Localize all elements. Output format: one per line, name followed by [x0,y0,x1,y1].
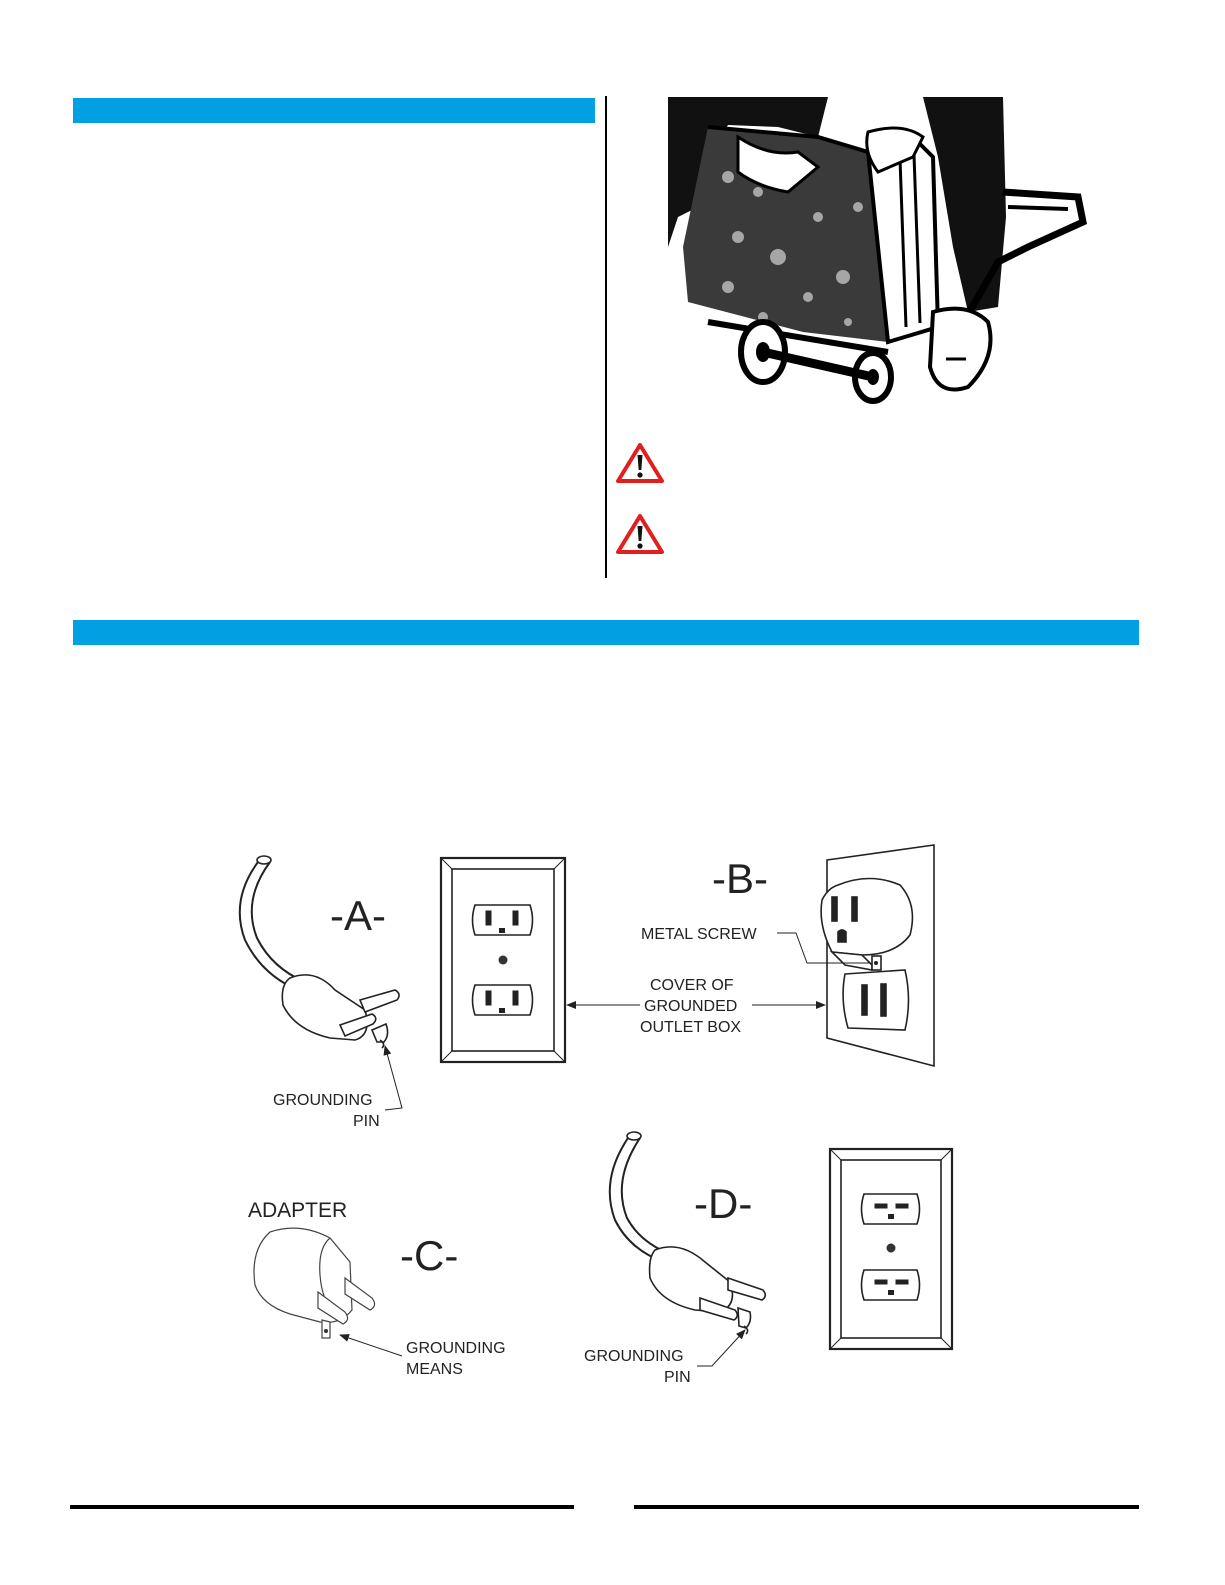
fig-b-cover-label-1: COVER OF [650,977,734,994]
fig-b-cover-label-2: GROUNDED [644,998,738,1015]
fig-d-letter: -D- [694,1180,753,1227]
fig-b-letter: -B- [712,855,768,902]
duplex-outlet-grounded-icon [830,1149,952,1349]
duplex-outlet-cover-icon [441,858,565,1062]
fig-d-grounding-label: GROUNDING [584,1348,684,1365]
fig-d-pin-label: PIN [664,1369,691,1386]
three-prong-plug-icon [240,856,399,1048]
fig-a-pin-label: PIN [353,1113,380,1130]
grounding-adapter-icon [254,1228,375,1338]
fig-a-grounding-label: GROUNDING [273,1092,373,1109]
footer-rule-right [634,1505,1139,1509]
wall-plate-with-adapter-icon [821,845,934,1066]
fig-c-grounding-label: GROUNDING [406,1340,506,1357]
three-prong-plug-icon [610,1132,766,1334]
fig-b-cover-label-3: OUTLET BOX [640,1019,742,1036]
fig-b-metal-screw-label: METAL SCREW [641,926,757,943]
fig-c-letter: -C- [400,1232,459,1279]
fig-a-letter: -A- [330,892,386,939]
footer-rule-left [70,1505,574,1509]
fig-c-means-label: MEANS [406,1361,463,1378]
fig-c-adapter-label: ADAPTER [248,1199,348,1222]
